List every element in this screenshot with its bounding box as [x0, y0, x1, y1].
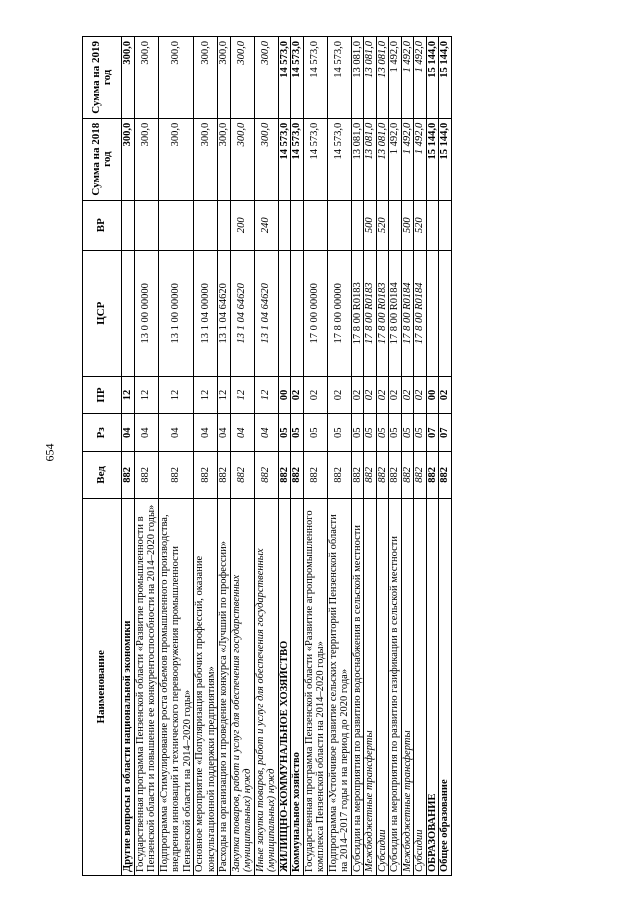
cell-rz: 07 — [439, 414, 452, 452]
cell-sum-2019: 13 081,0 — [364, 37, 377, 119]
table-row — [351, 37, 364, 876]
header-sum-2018: Сумма на 2018 год — [83, 118, 122, 200]
cell-rz: 04 — [122, 414, 135, 452]
cell-sum-2018: 300,0 — [218, 118, 231, 200]
cell-name: Иные закупки товаров, работ и услуг для обеспечения государственных (муниципальных) нужд — [254, 498, 278, 875]
cell-pr: 02 — [364, 376, 377, 414]
header-rz: Рз — [83, 414, 122, 452]
cell-sum-2019: 14 573,0 — [278, 37, 291, 119]
cell-ved: 882 — [158, 452, 194, 499]
cell-rz: 05 — [278, 414, 291, 452]
cell-ved: 882 — [439, 452, 452, 499]
cell-sum-2019: 13 081,0 — [376, 37, 389, 119]
cell-rz: 04 — [134, 414, 158, 452]
cell-csr: 13 1 04 64620 — [218, 250, 231, 376]
cell-csr: 17 8 00 R0183 — [364, 250, 377, 376]
cell-sum-2018: 1 492,0 — [414, 118, 427, 200]
header-csr: ЦСР — [83, 250, 122, 376]
cell-vr: 500 — [364, 200, 377, 250]
cell-name: Основное мероприятие «Популяризация рабочих профессий, оказание консультационной поддержки предприятиям» — [194, 498, 218, 875]
cell-name: Общее образование — [439, 498, 452, 875]
table-row — [414, 37, 427, 876]
cell-pr: 02 — [414, 376, 427, 414]
cell-pr: 12 — [218, 376, 231, 414]
table-row — [291, 37, 304, 876]
cell-sum-2019: 300,0 — [158, 37, 194, 119]
cell-sum-2018: 13 081,0 — [351, 118, 364, 200]
cell-sum-2018: 14 573,0 — [291, 118, 304, 200]
cell-name: Другие вопросы в области национальной экономики — [122, 498, 135, 875]
cell-vr: 500 — [401, 200, 414, 250]
rotated-page — [82, 36, 572, 876]
table-row — [389, 37, 402, 876]
cell-name: Межбюджетные трансферты — [364, 498, 377, 875]
cell-csr — [278, 250, 291, 376]
cell-sum-2019: 14 573,0 — [327, 37, 351, 119]
cell-pr: 02 — [376, 376, 389, 414]
cell-ved: 882 — [194, 452, 218, 499]
cell-csr: 13 1 00 00000 — [158, 250, 194, 376]
cell-name: Государственная программа Пензенской области «Развитие промышленности в Пензенской области и повышение ее конкурентоспособности на 2014–2020 годы» — [134, 498, 158, 875]
cell-sum-2019: 300,0 — [254, 37, 278, 119]
cell-name: Субсидии на мероприятия по развитию водоснабжения в сельской местности — [351, 498, 364, 875]
cell-pr: 02 — [303, 376, 327, 414]
cell-sum-2019: 14 573,0 — [291, 37, 304, 119]
cell-vr — [122, 200, 135, 250]
cell-sum-2018: 14 573,0 — [303, 118, 327, 200]
cell-vr — [389, 200, 402, 250]
cell-pr: 00 — [278, 376, 291, 414]
cell-csr: 13 0 00 00000 — [134, 250, 158, 376]
cell-vr: 240 — [254, 200, 278, 250]
cell-csr: 17 8 00 R0184 — [389, 250, 402, 376]
cell-rz: 04 — [230, 414, 254, 452]
cell-name: ЖИЛИЩНО-КОММУНАЛЬНОЕ ХОЗЯЙСТВО — [278, 498, 291, 875]
cell-sum-2018: 300,0 — [122, 118, 135, 200]
cell-sum-2019: 13 081,0 — [351, 37, 364, 119]
cell-name: Субсидии на мероприятия по развитию газификации в сельской местности — [389, 498, 402, 875]
cell-sum-2019: 1 492,0 — [389, 37, 402, 119]
cell-sum-2018: 300,0 — [134, 118, 158, 200]
cell-rz: 04 — [218, 414, 231, 452]
cell-pr: 02 — [351, 376, 364, 414]
cell-csr: 13 1 04 64620 — [230, 250, 254, 376]
cell-ved: 882 — [401, 452, 414, 499]
cell-ved: 882 — [278, 452, 291, 499]
cell-sum-2019: 300,0 — [230, 37, 254, 119]
cell-sum-2018: 14 573,0 — [278, 118, 291, 200]
cell-ved: 882 — [376, 452, 389, 499]
cell-pr: 02 — [327, 376, 351, 414]
cell-csr: 17 8 00 R0183 — [376, 250, 389, 376]
cell-ved: 882 — [414, 452, 427, 499]
cell-csr — [426, 250, 439, 376]
cell-sum-2019: 1 492,0 — [414, 37, 427, 119]
cell-rz: 04 — [254, 414, 278, 452]
cell-name: Субсидии — [414, 498, 427, 875]
table-row — [218, 37, 231, 876]
table-row — [254, 37, 278, 876]
header-vr: ВР — [83, 200, 122, 250]
table-row — [134, 37, 158, 876]
cell-vr — [426, 200, 439, 250]
cell-pr: 02 — [389, 376, 402, 414]
cell-rz: 05 — [303, 414, 327, 452]
cell-rz: 05 — [291, 414, 304, 452]
cell-vr — [134, 200, 158, 250]
table-row — [401, 37, 414, 876]
cell-csr: 17 8 00 R0184 — [401, 250, 414, 376]
cell-rz: 04 — [158, 414, 194, 452]
cell-vr — [303, 200, 327, 250]
table-row — [158, 37, 194, 876]
cell-name: Подпрограмма «Стимулирование роста объемов промышленного производства, внедрения инноваций и технического перевооружения промышленности Пензенской области на 2014–2020 годы» — [158, 498, 194, 875]
table-row — [194, 37, 218, 876]
cell-vr — [351, 200, 364, 250]
cell-vr: 520 — [376, 200, 389, 250]
header-pr: ПР — [83, 376, 122, 414]
header-ved: Вед — [83, 452, 122, 499]
cell-sum-2018: 300,0 — [194, 118, 218, 200]
cell-sum-2018: 300,0 — [230, 118, 254, 200]
table-row — [376, 37, 389, 876]
cell-ved: 882 — [291, 452, 304, 499]
cell-csr: 17 8 00 00000 — [327, 250, 351, 376]
cell-csr — [439, 250, 452, 376]
cell-sum-2018: 1 492,0 — [401, 118, 414, 200]
cell-vr — [291, 200, 304, 250]
budget-table — [82, 36, 452, 876]
table-row — [439, 37, 452, 876]
page-number-text: 654 — [42, 443, 57, 461]
cell-sum-2019: 300,0 — [194, 37, 218, 119]
cell-vr — [439, 200, 452, 250]
cell-name: Расходы на организацию и проведение конкурса «Лучший по профессии» — [218, 498, 231, 875]
cell-name: Подпрограмма «Устойчивое развитие сельских территорий Пензенской области на 2014–2017 годы и на период до 2020 года» — [327, 498, 351, 875]
cell-csr: 17 0 00 00000 — [303, 250, 327, 376]
cell-rz: 04 — [194, 414, 218, 452]
cell-csr: 17 8 00 R0183 — [351, 250, 364, 376]
cell-csr — [291, 250, 304, 376]
cell-sum-2018: 14 573,0 — [327, 118, 351, 200]
cell-pr: 12 — [158, 376, 194, 414]
cell-csr: 17 8 00 R0184 — [414, 250, 427, 376]
cell-sum-2019: 300,0 — [218, 37, 231, 119]
table-header — [83, 37, 122, 876]
table-row — [426, 37, 439, 876]
cell-name: ОБРАЗОВАНИЕ — [426, 498, 439, 875]
table-body — [122, 37, 452, 876]
cell-vr — [278, 200, 291, 250]
cell-name: Коммунальное хозяйство — [291, 498, 304, 875]
cell-pr: 12 — [254, 376, 278, 414]
cell-pr: 00 — [426, 376, 439, 414]
cell-sum-2018: 300,0 — [158, 118, 194, 200]
table-row — [278, 37, 291, 876]
cell-pr: 12 — [134, 376, 158, 414]
cell-name: Закупка товаров, работ и услуг для обеспечения государственных (муниципальных) нужд — [230, 498, 254, 875]
table-row — [230, 37, 254, 876]
cell-rz: 07 — [426, 414, 439, 452]
cell-vr: 520 — [414, 200, 427, 250]
cell-csr — [122, 250, 135, 376]
cell-sum-2018: 1 492,0 — [389, 118, 402, 200]
cell-sum-2018: 13 081,0 — [364, 118, 377, 200]
table-row — [327, 37, 351, 876]
cell-name: Субсидии — [376, 498, 389, 875]
cell-sum-2019: 15 144,0 — [426, 37, 439, 119]
cell-ved: 882 — [327, 452, 351, 499]
cell-name: Государственная программа Пензенской области «Развитие агропромышленного комплекса Пензенской области на 2014–2020 годы» — [303, 498, 327, 875]
cell-ved: 882 — [303, 452, 327, 499]
cell-ved: 882 — [254, 452, 278, 499]
cell-sum-2018: 15 144,0 — [426, 118, 439, 200]
cell-sum-2019: 300,0 — [134, 37, 158, 119]
cell-pr: 12 — [230, 376, 254, 414]
cell-ved: 882 — [426, 452, 439, 499]
cell-sum-2019: 1 492,0 — [401, 37, 414, 119]
cell-sum-2019: 14 573,0 — [303, 37, 327, 119]
table-row — [364, 37, 377, 876]
cell-ved: 882 — [389, 452, 402, 499]
cell-sum-2019: 15 144,0 — [439, 37, 452, 119]
cell-rz: 05 — [414, 414, 427, 452]
header-name: Наименование — [83, 498, 122, 875]
cell-csr: 13 1 04 00000 — [194, 250, 218, 376]
page-number — [40, 442, 60, 462]
cell-rz: 05 — [389, 414, 402, 452]
table-row — [303, 37, 327, 876]
cell-ved: 882 — [364, 452, 377, 499]
cell-vr — [158, 200, 194, 250]
cell-csr: 13 1 04 64620 — [254, 250, 278, 376]
table-row — [122, 37, 135, 876]
cell-pr: 02 — [439, 376, 452, 414]
cell-pr: 02 — [401, 376, 414, 414]
cell-pr: 12 — [122, 376, 135, 414]
header-sum-2019: Сумма на 2019 год — [83, 37, 122, 119]
cell-ved: 882 — [122, 452, 135, 499]
cell-pr: 02 — [291, 376, 304, 414]
cell-sum-2018: 13 081,0 — [376, 118, 389, 200]
cell-ved: 882 — [230, 452, 254, 499]
cell-pr: 12 — [194, 376, 218, 414]
cell-vr — [327, 200, 351, 250]
cell-ved: 882 — [218, 452, 231, 499]
cell-rz: 05 — [376, 414, 389, 452]
cell-ved: 882 — [351, 452, 364, 499]
cell-rz: 05 — [364, 414, 377, 452]
cell-sum-2018: 300,0 — [254, 118, 278, 200]
cell-vr — [218, 200, 231, 250]
cell-rz: 05 — [327, 414, 351, 452]
cell-rz: 05 — [401, 414, 414, 452]
cell-vr — [194, 200, 218, 250]
cell-ved: 882 — [134, 452, 158, 499]
cell-rz: 05 — [351, 414, 364, 452]
cell-vr: 200 — [230, 200, 254, 250]
cell-sum-2018: 15 144,0 — [439, 118, 452, 200]
cell-name: Межбюджетные трансферты — [401, 498, 414, 875]
cell-sum-2019: 300,0 — [122, 37, 135, 119]
